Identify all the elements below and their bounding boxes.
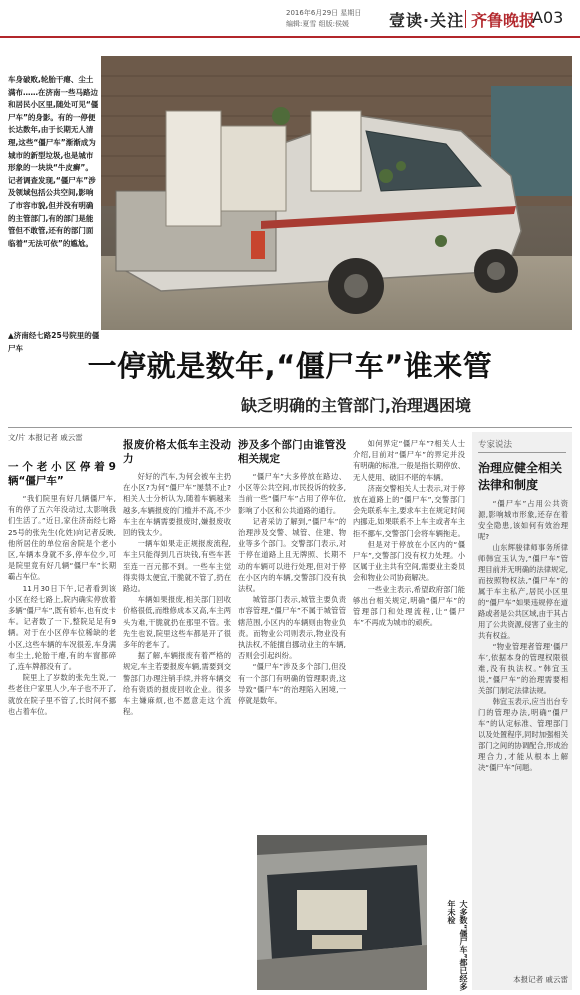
column-4-paragraph: 如何界定“僵尸车”?相关人士介绍,目前对“僵尸车”的界定并没有明确的标准,一般是指长期停放、无人使用、破旧不堪的车辆。 [353,439,465,482]
sidebar-paragraph: 山东辉骏律师事务所律师韩宜玉认为,“僵尸车”管理目前并无明确的法律规定,而按照物权法,“僵尸车”的属于车主私产,居民小区里的“僵尸车”如果违规停在道路或者是公共区域,由于其占用了公共资源,侵害了业主的共有权益。 [478,543,568,640]
column-1-paragraph: 11月30日下午,记者看到该小区在经七路上,院内确实停放着多辆“僵尸车”,既有轿车,也有皮卡车。记者数了一下,整院足足有9辆。对于在小区停车位稀缺的老小区,这些车辆的车况很差,车身满布尘土,轮胎干瘪,有的车窗都碎了,连车牌都没有了。 [8,583,116,672]
secondary-photo-caption: 大多数“僵尸车”都已经多年未检 [447,900,468,991]
main-photo [101,56,572,330]
column-3-heading: 涉及多个部门由谁管没相关规定 [238,439,346,465]
sidebar-paragraph: “僵尸车”占用公共资源,影响城市形象,还存在着安全隐患,该如何有效治理呢? [478,499,568,541]
column-4-paragraph: 一些业主表示,希望政府部门能够出台相关规定,明确“僵尸车”的管理部门和处理流程,让“僵尸车”不再成为城市的顽疾。 [353,584,465,628]
article-column-1 [8,460,116,990]
headline: 一停就是数年,“僵尸车”谁来管 [87,349,493,383]
column-3-paragraph: 记者采访了解到,“僵尸车”的治理涉及交警、城管、住建、物业等多个部门。交警部门表示,对于停在道路上且无牌照、长期不动的车辆可以进行处理,但对于停在小区内的车辆,交警部门没有执法权。 [238,516,346,594]
column-2-paragraph: 好好的汽车,为何会被车主扔在小区?为何“僵尸车”屡禁不止?相关人士分析认为,随着车辆越来越多,车辆报废的门槛并不高,不少车主在车辆需要报废时,嫌报废收回的钱太少。 [123,472,231,538]
article-column-4 [353,438,465,830]
subheadline: 缺乏明确的主管部门,治理遇困境 [240,396,472,415]
column-4-paragraph: 济南交警相关人士表示,对于停放在道路上的“僵尸车”,交警部门会先联系车主,要求车主在规定时间内挪走,如果联系不上车主或者车主拒不挪车,交警部门会将车辆拖走。 [353,483,465,538]
sidebar-author: 本报记者 戚云雷 [513,975,568,984]
zombie-truck-photo [101,56,572,330]
column-2-paragraph: 车辆如果报废,相关部门回收价格很低,而维修成本又高,车主两头为难,干脆就扔在那里不管。张先生也说,院里这些车都是开了很多年的老车了。 [123,595,231,650]
column-3-paragraph: “僵尸车”涉及多个部门,但没有一个部门有明确的管理职责,这导致“僵尸车”的治理陷入困境,一停就是数年。 [238,662,346,706]
column-1-paragraph: “我们院里有好几辆僵尸车,有的停了五六年没动过,太影响我们生活了。”近日,家住济南经七路25号的张先生(化姓)向记者反映,他所居住的单位宿舍院是个老小区,车辆本身就不多,停车位少,可是院里竟有好几辆“僵尸车”长期霸占车位。 [8,494,116,582]
photo-caption-sub: ▲济南经七路25号院里的僵尸车 [8,331,100,353]
column-4-paragraph: 但是对于停放在小区内的“僵尸车”,交警部门没有权力处理。小区属于业主共有空间,需要业主委员会和物业公司协商解决。 [353,539,465,583]
headline-rule [8,427,572,428]
page-number: A03 [532,8,564,27]
issue-date: 2016年6月29日 星期日 [286,9,362,17]
secondary-photo [257,835,427,990]
column-1-paragraph: 院里上了岁数的张先生说,一些老住户家里人少,车子也不开了,就放在院子里不管了,长时间不挪也占着车位。 [8,673,116,716]
sidebar-tag-rule [478,452,566,453]
column-2-heading: 报废价格太低车主没动力 [123,439,231,465]
photo-caption [8,74,100,356]
sidebar-title: 治理应健全相关法律和制度 [478,461,563,492]
editor-credits: 编辑:夏雪 组版:侯媛 [286,20,349,28]
section-name: 壹读·关注 [389,11,465,30]
column-1-heading: 一个老小区停着9辆“僵尸车” [8,461,116,487]
sidebar-paragraph: “物业管理者管理‘僵尸车’,依据本身的管理权限很难,没有执法权。”韩宜玉说,“僵尸车”的治理需要相关部门制定法律法规。 [478,642,568,695]
photo-caption-text: 车身破败,轮胎干瘪、尘土满布……在济南一些马路边和居民小区里,随处可见“僵尸车”的身影。有的一停便长达数年,由于长期无人清理,这些“僵尸车”渐渐成为城市的新型垃圾,也是城市形象的一块块“牛皮癣”。记者调查发现,“僵尸车”涉及领域包括公共空间,影响了市容市貌,但并没有明确的主管部门,有的部门是能管但不敢管,还有的部门面临着“无法可依”的尴尬。 [8,75,99,248]
column-2-paragraph: 据了解,车辆报废有着严格的规定,车主若要报废车辆,需要到交警部门办理注销手续,并将车辆交给有资质的报废回收企业。很多车主嫌麻烦,也不愿意走这个流程。 [123,651,231,717]
abandoned-car-photo [257,835,427,990]
masthead-divider [465,10,466,28]
masthead [0,0,580,42]
article-column-2 [123,438,231,990]
sidebar-tag: 专家说法 [478,440,513,450]
column-2-paragraph: 一辆车如果走正规报废流程,车主只能得到几百块钱,有些车甚至连一百元都不到。一些车主觉得卖得太便宜,干脆就不管了,扔在路边。 [123,539,231,594]
article-column-3 [238,438,346,830]
sidebar-paragraph: 韩宜玉表示,应当出台专门的管理办法,明确“僵尸车”的认定标准、管理部门以及处置程序,同时加强相关部门之间的协调配合,形成治理合力,才能从根本上解决“僵尸车”问题。 [478,697,568,772]
masthead-rule [0,36,580,38]
column-3-paragraph: “僵尸车”大多停放在路边、小区等公共空间,市民投诉的较多,当前一些“僵尸车”占用了停车位,影响了小区和公共道路的通行。 [238,472,346,515]
byline: 文/片 本报记者 戚云雷 [8,433,83,442]
newspaper-logo: 齐鲁晚报 [471,11,536,30]
column-3-paragraph: 城管部门表示,城管主要负责市容管理,“僵尸车”不属于城管管辖范围,小区内的车辆则由物业负责。而物业公司则表示,物业没有执法权,不能擅自挪动业主的车辆,否则会引起纠纷。 [238,595,346,661]
sidebar-body [478,498,568,968]
